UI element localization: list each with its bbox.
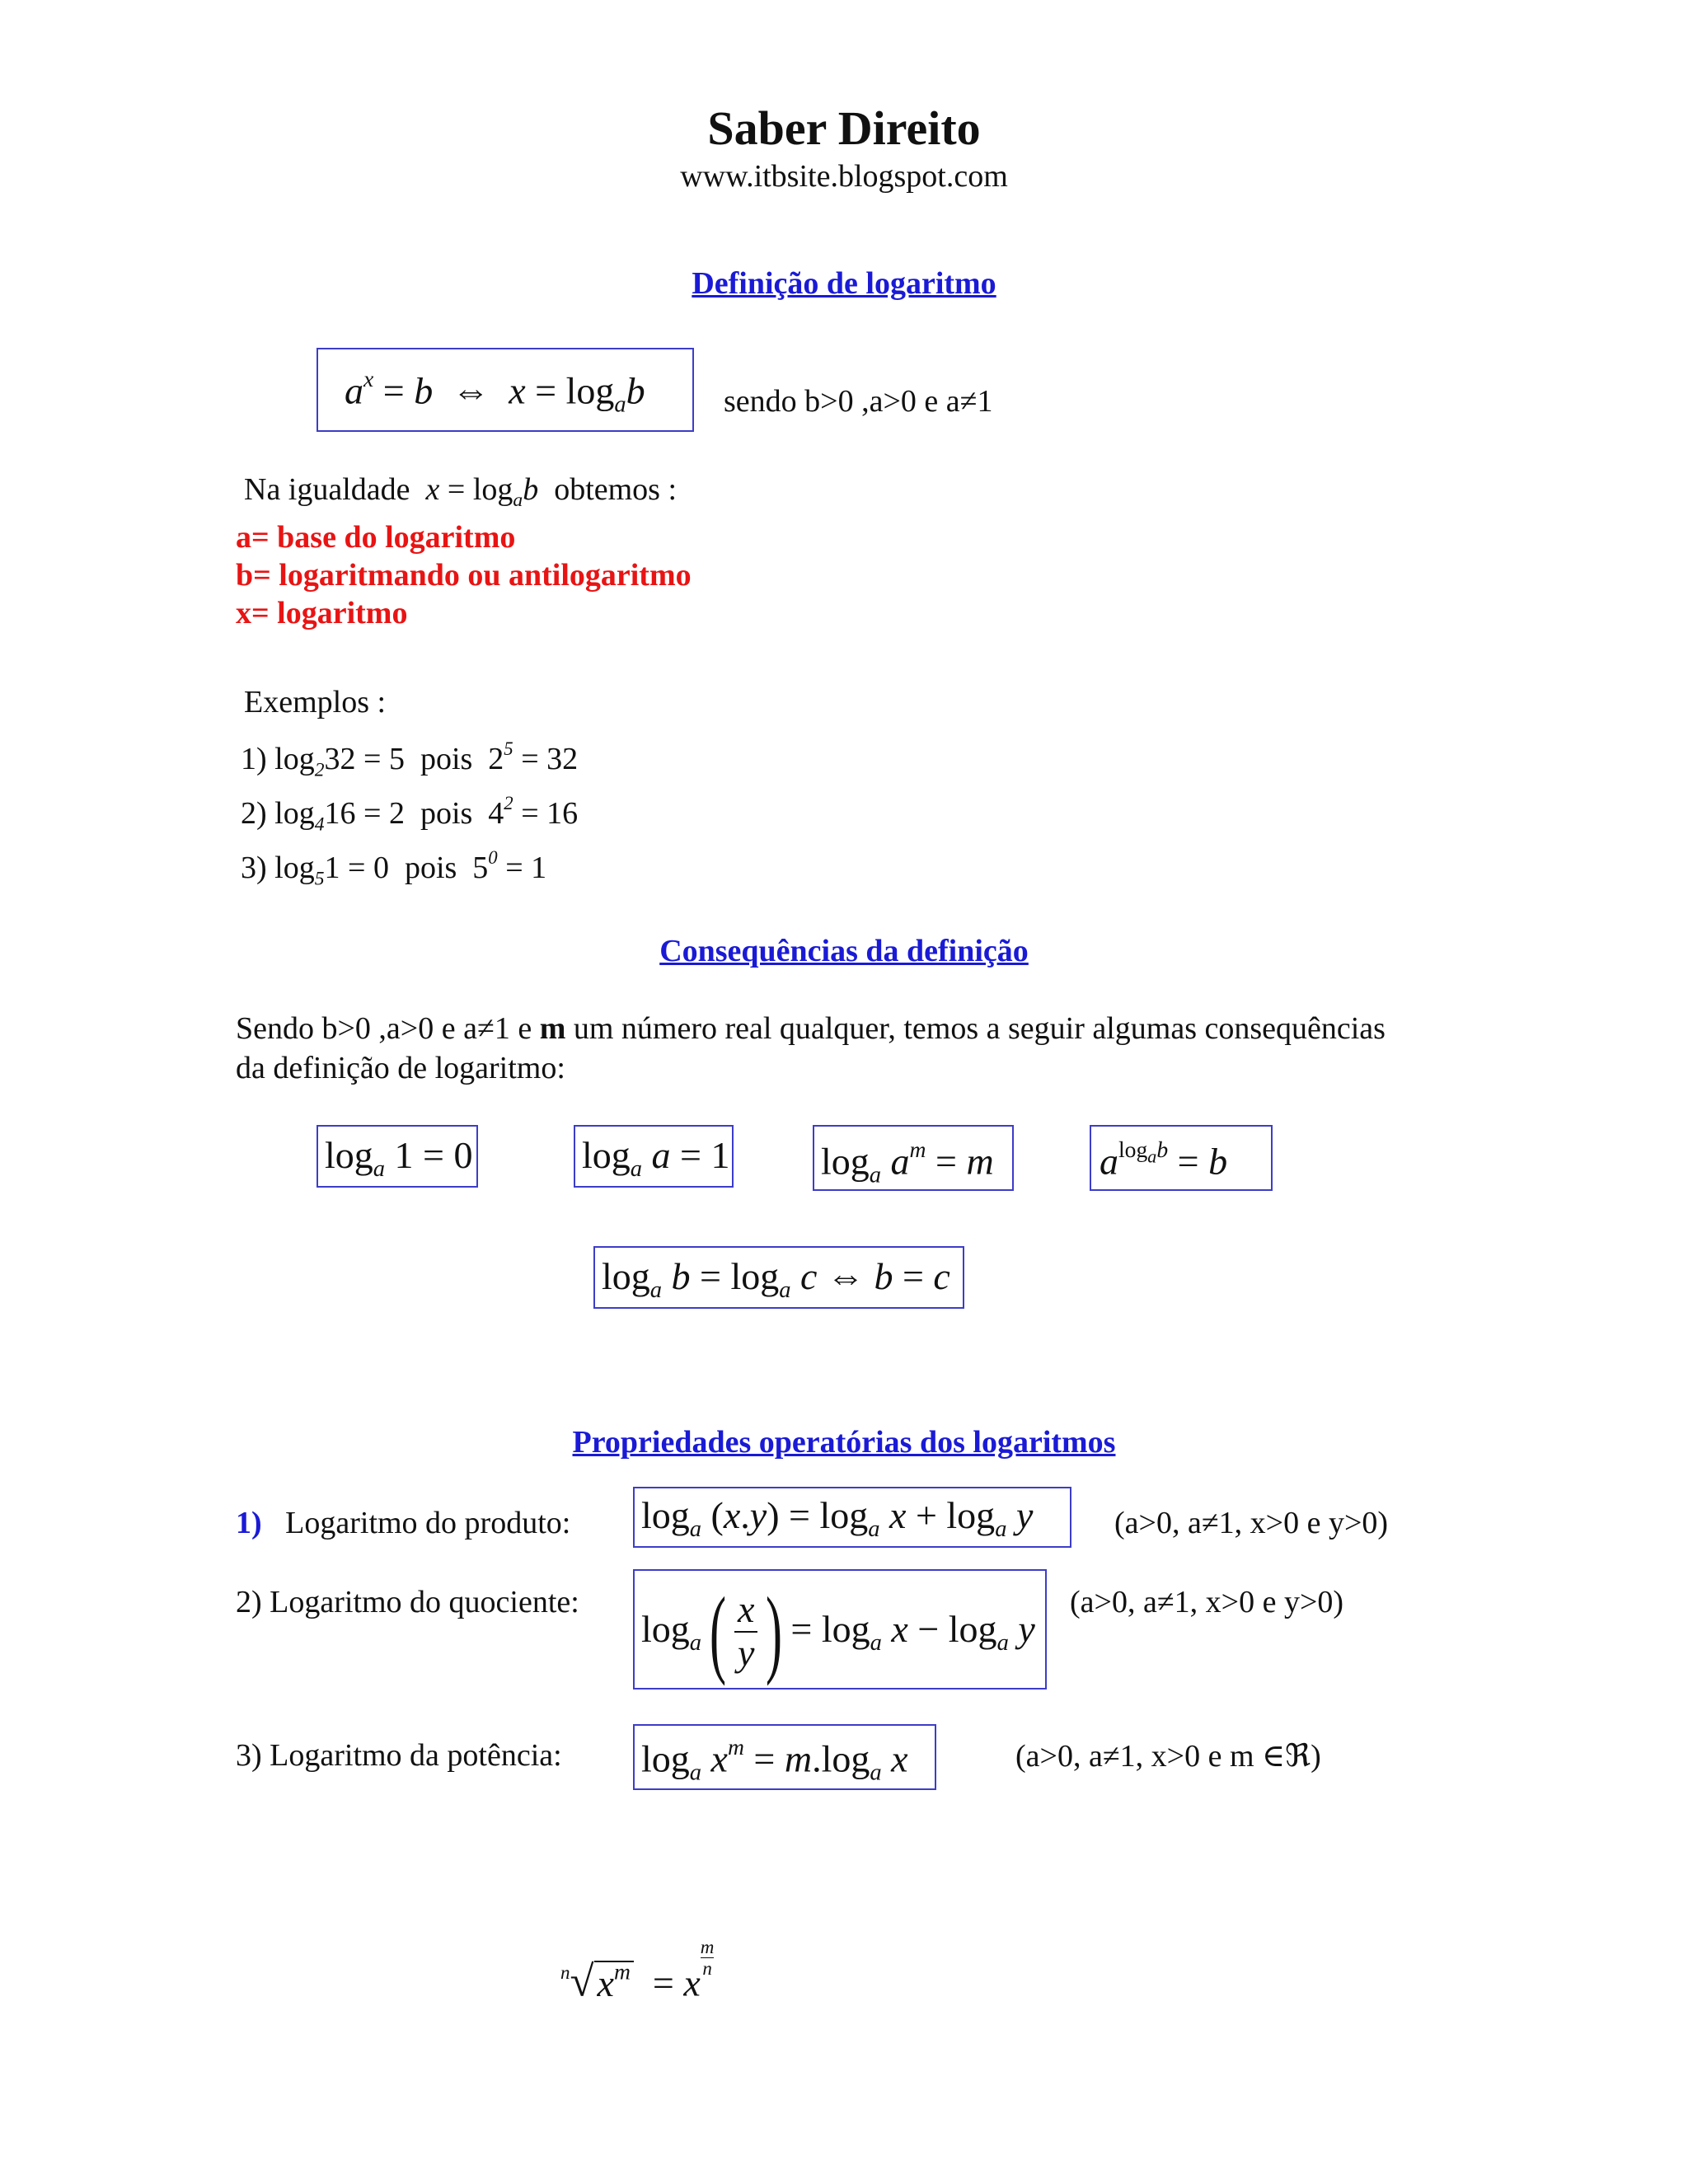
- definition-formula: $a^x = b$ ⇔ $x = \log_ab$: [345, 366, 645, 418]
- consequence-box-1: $\log_a 1 = 0$: [316, 1125, 478, 1188]
- consequence-box-4: $a^{log_ab} = b$: [1090, 1125, 1273, 1191]
- examples-label: Exemplos :: [244, 685, 387, 719]
- heading-consequencias: Consequências da definição: [659, 934, 1029, 968]
- property-2-condition: (a>0, a≠1, x>0 e y>0): [1070, 1585, 1344, 1619]
- property-1-formula-box: $\log_a (x.y) = \log_a x + \log_a y$: [633, 1487, 1071, 1548]
- page-title: Saber Direito: [707, 101, 981, 155]
- property-3-formula-box: $\log_a x^m = m.\log_a$ x: [633, 1724, 936, 1790]
- consequence-box-3: $\log_a a^m = m$: [813, 1125, 1014, 1191]
- property-3-condition: (a>0, a≠1, x>0 e m ∈ℜ): [1015, 1739, 1321, 1774]
- example-3: 3) $\log_51 = 0$ pois $5^0 = 1$: [241, 847, 547, 890]
- igualdade-prefix: Na igualdade: [244, 472, 410, 507]
- def-b-logaritmando: b= logaritmando ou antilogaritmo: [236, 558, 692, 593]
- site-url: www.itbsite.blogspot.com: [680, 159, 1008, 194]
- property-1-condition: (a>0, a≠1, x>0 e y>0): [1114, 1506, 1389, 1540]
- heading-definicao: Definição de logaritmo: [692, 266, 996, 301]
- definition-condition: sendo b>0 ,a>0 e a≠1: [724, 384, 993, 419]
- property-2-label: 2) Logaritmo do quociente:: [236, 1585, 579, 1619]
- definition-formula-box: [316, 348, 694, 432]
- igualdade-suffix: obtemos :: [554, 472, 678, 507]
- property-1-label: 1) Logaritmo do produto:: [236, 1506, 571, 1540]
- igualdade-line: Na igualdade $x = \log_ab$ obtemos :: [244, 472, 678, 512]
- consequence-box-5: $\log_a b = \log_a c$ ⇔ b = c: [593, 1246, 964, 1309]
- consequencias-paragraph-line2: da definição de logaritmo:: [236, 1051, 565, 1085]
- property-2-formula-box: $\log_a$ ( $\frac{x}{y}$ ) = $\log_a x - \log_a y$: [633, 1569, 1047, 1690]
- def-a-base: a= base do logaritmo: [236, 520, 516, 555]
- consequence-box-2: $\log_a a = 1$: [574, 1125, 734, 1188]
- def-x-logaritmo: x= logaritmo: [236, 596, 408, 630]
- example-2: 2) $\log_416 = 2$ pois $4^2 = 16$: [241, 793, 579, 836]
- heading-propriedades: Propriedades operatórias dos logaritmos: [572, 1425, 1116, 1460]
- radical-formula: $^n√x^m = x$ $^{\frac{m}{n}}$: [560, 1937, 715, 2006]
- example-1: 1) $\log_232 = 5$ pois $2^5 = 32$: [241, 738, 579, 781]
- consequencias-paragraph: Sendo b>0 ,a>0 e a≠1 e m um número real qualquer, temos a seguir algumas consequências: [236, 1011, 1386, 1046]
- property-3-label: 3) Logaritmo da potência:: [236, 1738, 562, 1773]
